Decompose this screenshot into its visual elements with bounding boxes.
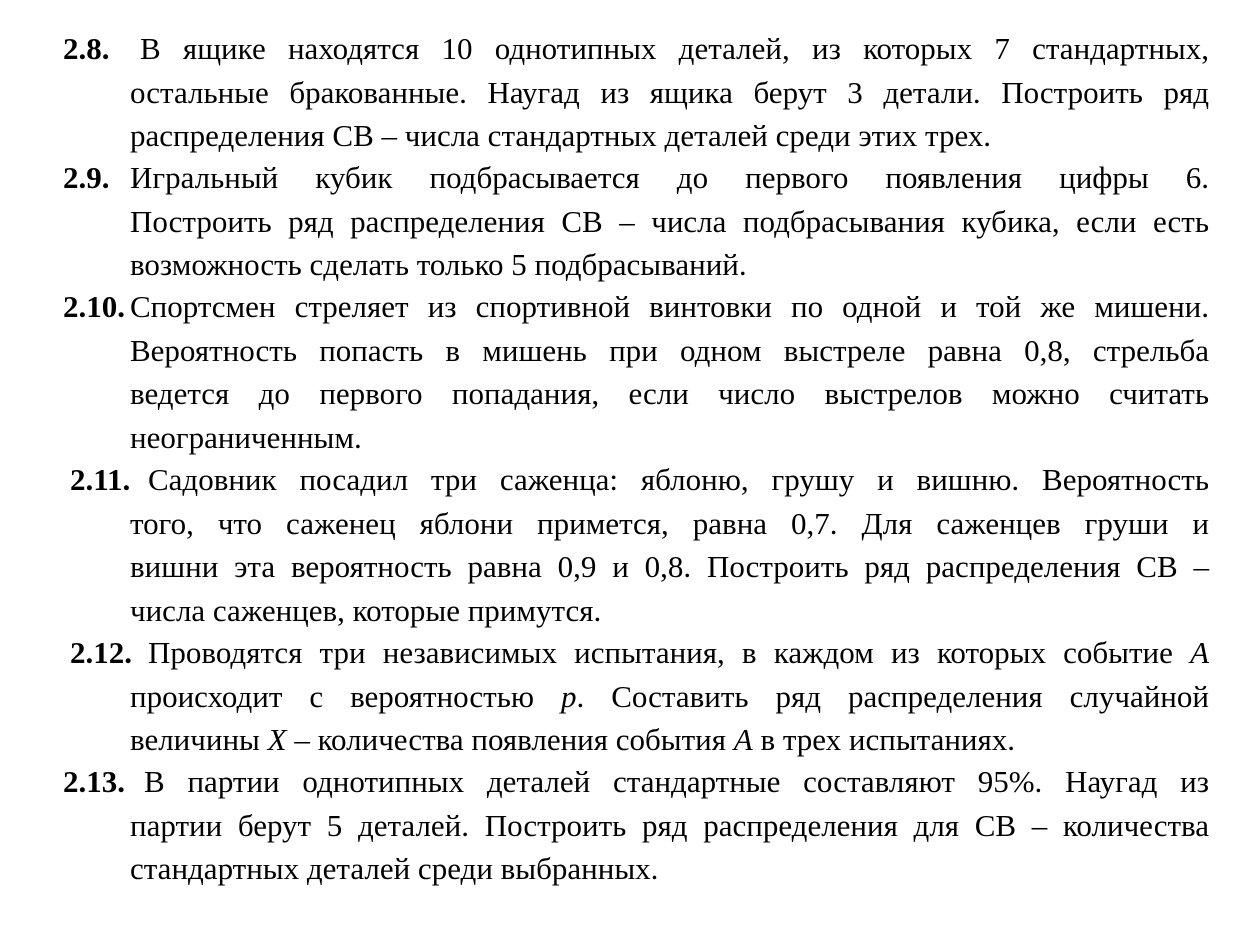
problem-text-line: возможность сделать только 5 подбрасываний. [130, 247, 747, 282]
problem-text-line: того, что саженец яблони примется, равна 0,7. Для саженцев груши и [130, 505, 1209, 541]
problem-text-line: В ящике находятся 10 однотипных деталей, из которых 7 стандартных, [140, 31, 1209, 66]
problem-text-line: вишни эта вероятность равна 0,9 и 0,8. Построить ряд распределения СВ – [130, 549, 1209, 584]
problem-number: 2.13. [63, 764, 125, 799]
problem-text-line: ведется до первого попадания, если число выстрелов можно считать [130, 376, 1209, 411]
math-variable: A [1190, 635, 1209, 670]
problem-2-9 [63, 156, 1209, 287]
problem-text-line: Вероятность попасть в мишень при одном выстреле равна 0,8, стрельба [130, 332, 1209, 368]
problem-text-line: распределения СВ – числа стандартных деталей среди этих трех. [130, 118, 992, 153]
problem-text-line [130, 675, 1209, 719]
text-segment: в трех испытаниях. [752, 722, 1016, 757]
problem-number: 2.10. [63, 289, 125, 324]
problem-2-13 [63, 760, 1209, 891]
problem-text-line: остальные бракованные. Наугад из ящика берут 3 детали. Построить ряд [130, 74, 1209, 110]
math-variable: A [733, 722, 753, 757]
problem-number: 2.9. [63, 160, 110, 195]
problem-text-line: партии берут 5 деталей. Построить ряд распределения для СВ – количества [130, 807, 1209, 843]
text-segment: величины [130, 722, 268, 757]
text-segment: – количества появления события [286, 722, 734, 757]
problem-text-line: неограниченным. [130, 419, 362, 455]
problem-text-line [130, 718, 1209, 762]
problem-number: 2.8. [63, 31, 110, 66]
problem-number: 2.11. [70, 462, 131, 497]
math-variable: p [560, 678, 577, 714]
text-segment: . Составить ряд распределения случайной [576, 678, 1209, 714]
problem-text-line: Построить ряд распределения СВ – числа подбрасывания кубика, если есть [130, 203, 1209, 239]
problem-text-line: Садовник посадил три саженца: яблоню, грушу и вишню. Вероятность [148, 462, 1209, 497]
problem-2-8 [63, 27, 1209, 158]
problem-text-line: стандартных деталей среди выбранных. [130, 851, 659, 886]
text-segment: происходит с вероятностью [130, 678, 561, 714]
problem-2-12 [70, 631, 1209, 762]
text-segment: Проводятся три независимых испытания, в каждом из которых событие [148, 635, 1191, 670]
problem-number: 2.12. [70, 635, 132, 670]
problem-text-line: Игральный кубик подбрасывается до первого появления цифры 6. [130, 160, 1209, 195]
problem-text-line [130, 631, 1209, 675]
problem-2-10 [63, 285, 1209, 459]
problem-text-line: В партии однотипных деталей стандартные составляют 95%. Наугад из [144, 764, 1209, 799]
problem-text-line: числа саженцев, которые примутся. [130, 592, 602, 628]
problem-2-11 [70, 458, 1209, 632]
math-variable: X [267, 722, 287, 757]
problem-text-line: Спортсмен стреляет из спортивной винтовки по одной и той же мишени. [130, 289, 1209, 324]
